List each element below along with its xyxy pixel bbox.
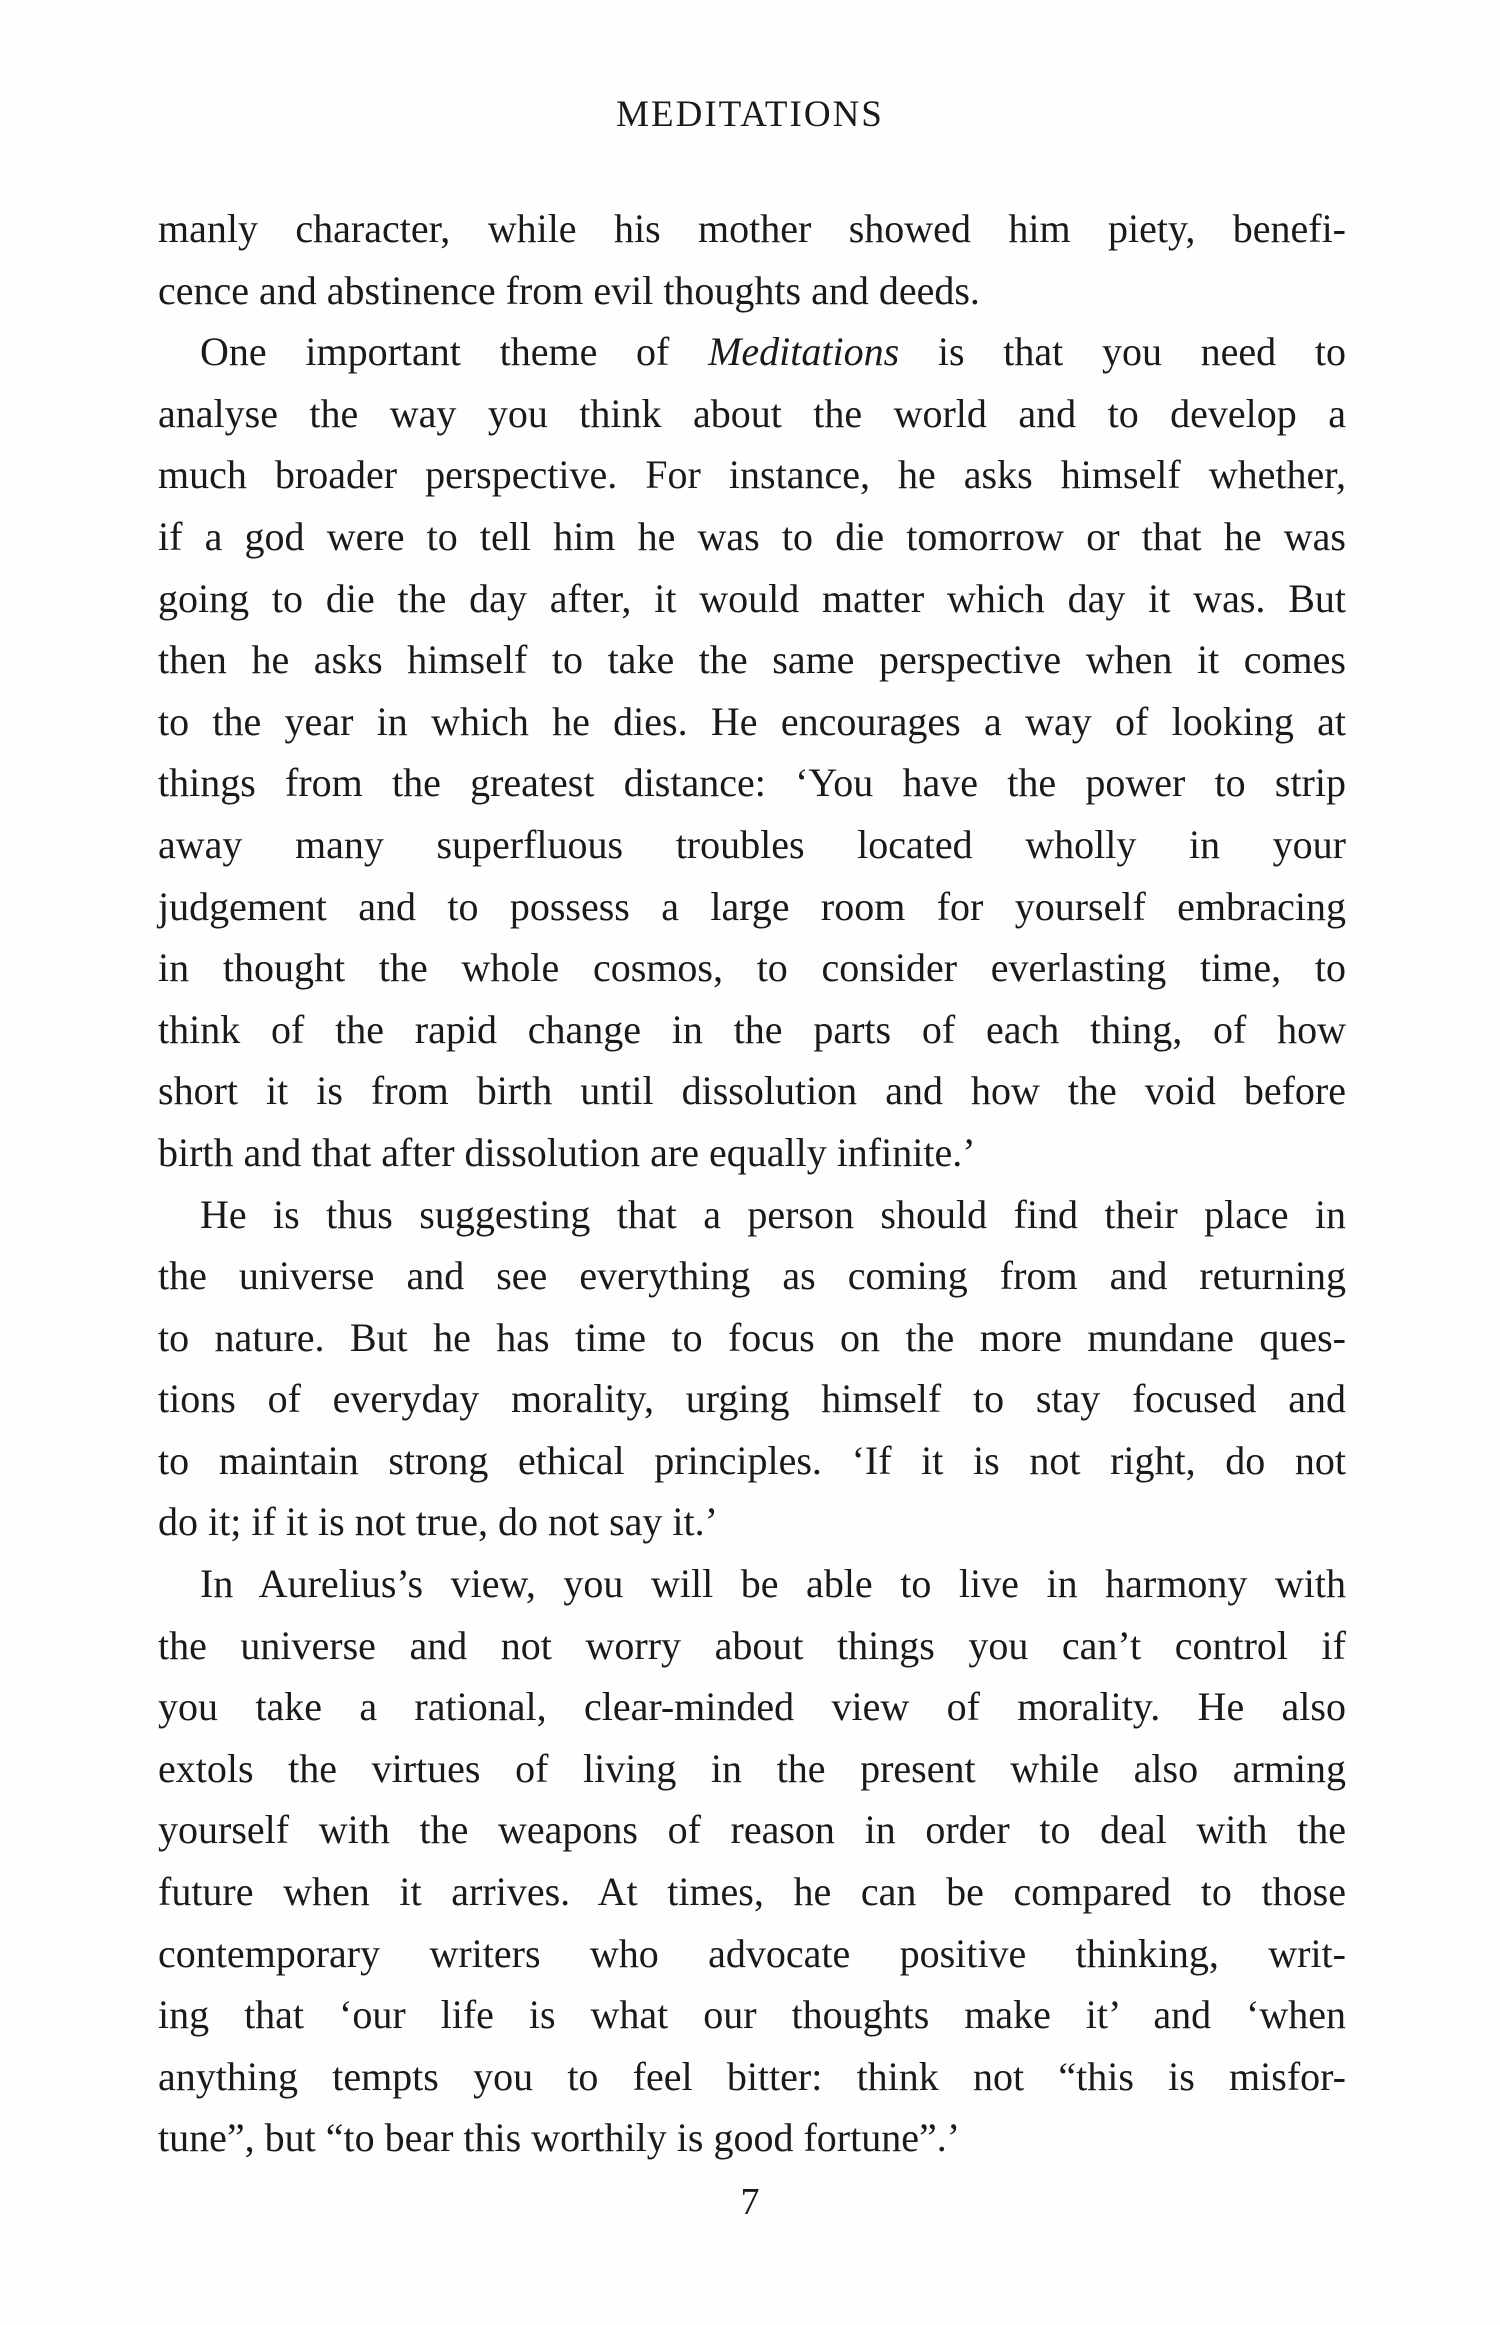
paragraph [158,1553,1346,2169]
text-line: tions of everyday morality, urging himself to stay focused and [158,1376,1346,1422]
text-line: tune”, but “to bear this worthily is good fortune”.’ [158,2115,961,2161]
text-line: extols the virtues of living in the present while also arming [158,1745,1346,1791]
text-line: future when it arrives. At times, he can be compared to those [158,1869,1346,1915]
text-run: is that you need to [899,329,1347,375]
text-line: analyse the way you think about the world and to develop a [158,390,1346,436]
text-line: things from the greatest distance: ‘You have the power to strip [158,760,1346,806]
paragraph [158,198,1346,321]
body-text [158,198,1346,2169]
text-line: manly character, while his mother showed him piety, benefi- [158,206,1346,251]
text-line: away many superfluous troubles located wholly in your [158,821,1346,867]
text-line: anything tempts you to feel bitter: think not “this is misfor- [158,2053,1346,2099]
text-line: He is thus suggesting that a person should find their place in [200,1191,1346,1237]
text-line [158,321,1346,383]
running-header: MEDITATIONS [616,94,884,135]
paragraph [158,1184,1346,1554]
text-line: the universe and not worry about things you can’t control if [158,1622,1346,1668]
text-line: do it; if it is not true, do not say it.’ [158,1499,718,1545]
book-title-italic: Meditations [708,329,900,375]
text-line: cence and abstinence from evil thoughts and deeds. [158,267,980,313]
text-line: you take a rational, clear-minded view of morality. He also [158,1684,1346,1730]
text-line: much broader perspective. For instance, he asks himself whether, [158,452,1346,498]
text-line: the universe and see everything as coming from and returning [158,1253,1346,1299]
text-line: In Aurelius’s view, you will be able to live in harmony with [200,1561,1346,1607]
page-number: 7 [740,2181,760,2223]
text-line: to the year in which he dies. He encourages a way of looking at [158,698,1346,744]
text-line: in thought the whole cosmos, to consider everlasting time, to [158,945,1346,991]
text-line: think of the rapid change in the parts of each thing, of how [158,1006,1346,1052]
text-line: birth and that after dissolution are equally infinite.’ [158,1129,976,1175]
text-line: ing that ‘our life is what our thoughts make it’ and ‘when [158,1992,1346,2038]
text-line: to maintain strong ethical principles. ‘If it is not right, do not [158,1437,1346,1483]
text-line: yourself with the weapons of reason in order to deal with the [158,1807,1346,1853]
text-line: to nature. But he has time to focus on the more mundane ques- [158,1314,1346,1360]
paragraph [158,321,1346,1183]
text-line: judgement and to possess a large room for yourself embracing [158,883,1346,929]
text-line: contemporary writers who advocate positive thinking, writ- [158,1930,1346,1976]
text-run: One important theme of [200,329,709,375]
text-line: then he asks himself to take the same perspective when it comes [158,637,1346,683]
text-line: short it is from birth until dissolution and how the void before [158,1068,1346,1114]
text-line: if a god were to tell him he was to die tomorrow or that he was [158,513,1346,559]
text-line: going to die the day after, it would matter which day it was. But [158,575,1346,621]
